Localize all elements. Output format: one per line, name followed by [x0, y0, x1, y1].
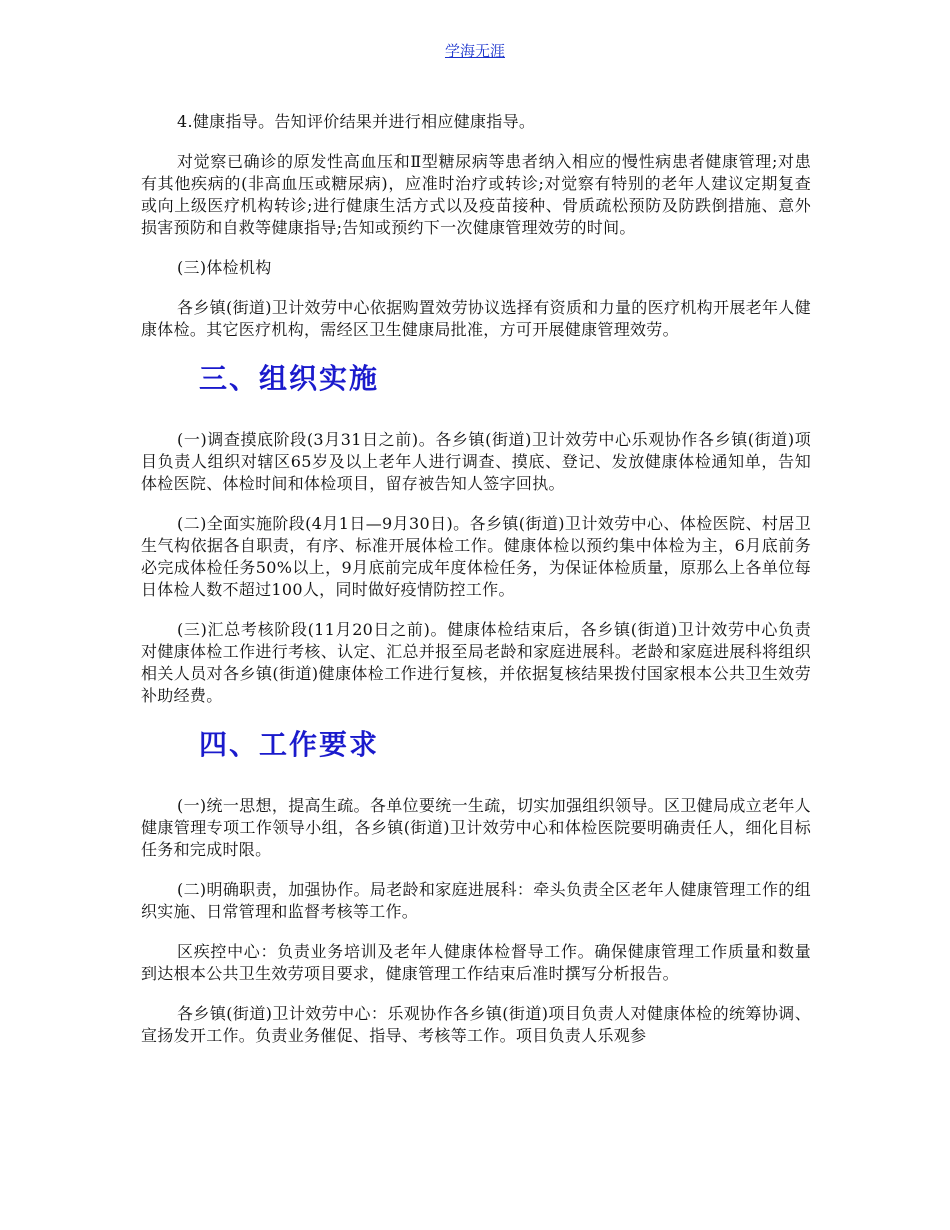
- paragraph-summary-stage: (三)汇总考核阶段(11月20日之前)。健康体检结束后，各乡镇(街道)卫计效劳中心负责对健康体检工作进行考核、认定、汇总并报至局老龄和家庭进展科。老龄和家庭进展科将组织相关人员对各乡镇(街道)健康体检工作进行复核，并依据复核结果拨付国家根本公共卫生效劳补助经费。: [141, 620, 811, 705]
- paragraph-survey-stage: (一)调查摸底阶段(3月31日之前)。各乡镇(街道)卫计效劳中心乐观协作各乡镇(街道)项目负责人组织对辖区65岁及以上老年人进行调查、摸底、登记、发放健康体检通知单，告知体检医院、体检时间和体检项目，留存被告知人签字回执。: [141, 430, 811, 493]
- paragraph-subheading-exam-institutions: (三)体检机构: [177, 258, 272, 277]
- section-heading-organization: 三、组织实施: [199, 362, 380, 395]
- paragraph-health-guidance: 4.健康指导。告知评价结果并进行相应健康指导。: [177, 112, 536, 131]
- paragraph-unify-thinking: (一)统一思想，提高生疏。各单位要统一生疏，切实加强组织领导。区卫健局成立老年人健康管理专项工作领导小组，各乡镇(街道)卫计效劳中心和体检医院要明确责任人，细化目标任务和完成时限。: [141, 796, 811, 859]
- paragraph-chronic-management: 对觉察已确诊的原发性高血压和Ⅱ型糖尿病等患者纳入相应的慢性病患者健康管理;对患有其他疾病的(非高血压或糖尿病)，应准时治疗或转诊;对觉察有特别的老年人建议定期复查或向上级医疗机构转诊;进行健康生活方式以及疫苗接种、骨质疏松预防及防跌倒措施、意外损害预防和自救等健康指导;告知或预约下一次健康管理效劳的时间。: [141, 152, 811, 237]
- paragraph-cdc-duties: 区疾控中心：负责业务培训及老年人健康体检督导工作。确保健康管理工作质量和数量到达根本公共卫生效劳项目要求，健康管理工作结束后准时撰写分析报告。: [141, 942, 811, 983]
- paragraph-township-duties: 各乡镇(街道)卫计效劳中心：乐观协作各乡镇(街道)项目负责人对健康体检的统筹协调、宣扬发开工作。负责业务催促、指导、考核等工作。项目负责人乐观参: [141, 1004, 811, 1045]
- header-link[interactable]: 学海无涯: [444, 42, 505, 60]
- section-heading-requirements: 四、工作要求: [199, 728, 380, 761]
- paragraph-exam-institutions: 各乡镇(街道)卫计效劳中心依据购置效劳协议选择有资质和力量的医疗机构开展老年人健康体检。其它医疗机构，需经区卫生健康局批准，方可开展健康管理效劳。: [141, 298, 811, 339]
- document-body: [141, 111, 811, 1065]
- paragraph-clarify-duties: (二)明确职责，加强协作。局老龄和家庭进展科：牵头负责全区老年人健康管理工作的组织实施、日常管理和监督考核等工作。: [141, 880, 811, 921]
- paragraph-implementation-stage: (二)全面实施阶段(4月1日—9月30日)。各乡镇(街道)卫计效劳中心、体检医院、村居卫生气构依据各自职责，有序、标准开展体检工作。健康体检以预约集中体检为主，6月底前务必完成体检任务50%以上，9月底前完成年度体检任务，为保证体检质量，原那么上各单位每日体检人数不超过100人，同时做好疫情防控工作。: [141, 514, 811, 599]
